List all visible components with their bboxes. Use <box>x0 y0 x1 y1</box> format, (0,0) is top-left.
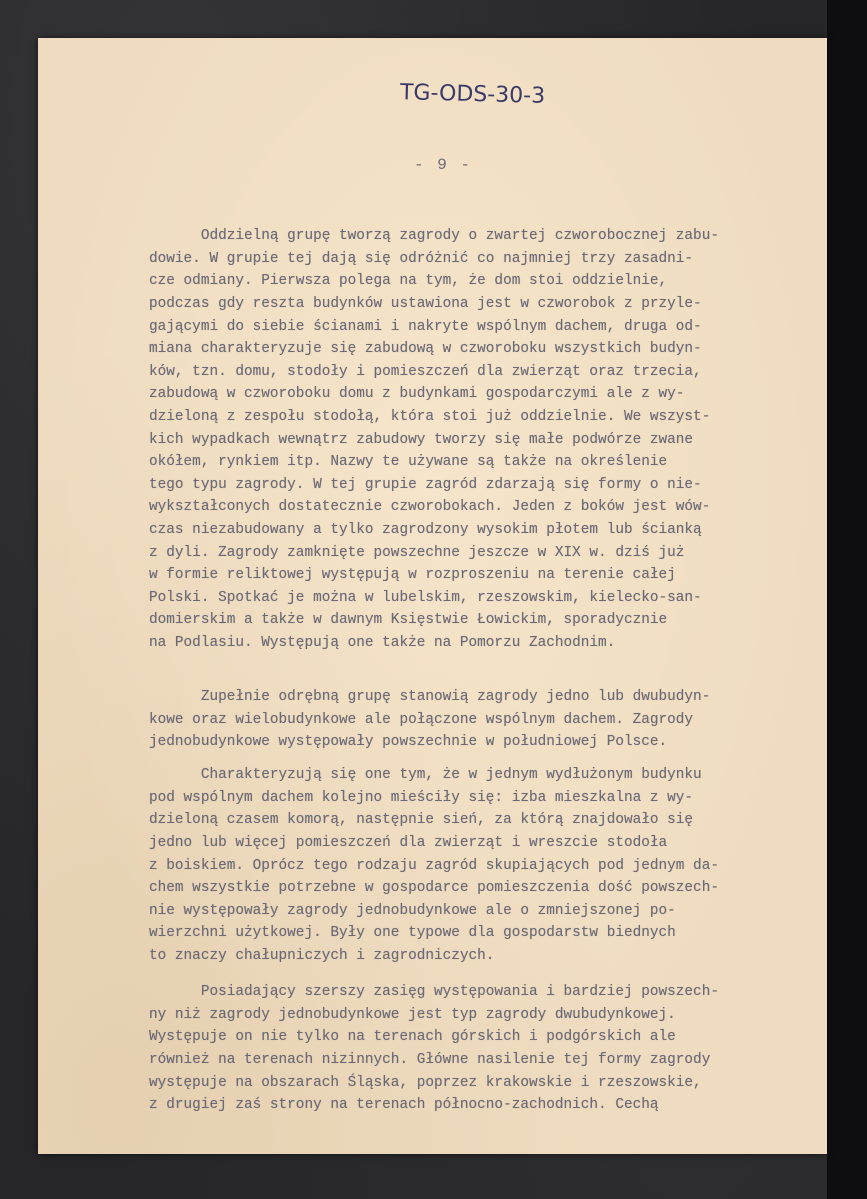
text-line: dowie. W grupie tej dają się odróżnić co najmniej trzy zasadni- <box>149 250 694 267</box>
text-line: pod wspólnym dachem kolejno mieściły się: izba mieszkalna z wy- <box>149 789 694 806</box>
text-line: wierzchni użytkowej. Były one typowe dla gospodarstw biednych <box>149 925 676 942</box>
text-line: domierskim a także w dawnym Księstwie Łowickim, sporadycznie <box>149 612 668 629</box>
text-line: Oddzielną grupę tworzą zagrody o zwartej czworobocznej zabu- <box>149 228 719 245</box>
text-line: Charakteryzują się one tym, że w jednym wydłużonym budynku <box>149 767 702 784</box>
text-line: wykształconych dostatecznie czworobokach. Jeden z boków jest wów- <box>149 499 711 516</box>
paragraph-4 <box>149 936 789 1139</box>
text-line: Polski. Spotkać je można w lubelskim, rzeszowskim, kielecko-san- <box>149 589 702 606</box>
text-line: okółem, rynkiem itp. Nazwy te używane są także na określenie <box>149 454 668 471</box>
text-line: zabudową w czworoboku domu z budynkami gospodarczymi ale z wy- <box>149 386 685 403</box>
text-line: kich wypadkach wewnątrz zabudowy tworzy się małe podwórze zwane <box>149 431 694 448</box>
text-line: dzieloną z zespołu stodołą, która stoi już oddzielnie. We wszyst- <box>149 408 711 425</box>
text-line: występuje na obszarach Śląska, poprzez krakowskie i rzeszowskie, <box>149 1074 702 1091</box>
text-line: to znaczy chałupniczych i zagrodniczych. <box>149 947 495 964</box>
text-line: jednobudynkowe występowały powszechnie w południowej Polsce. <box>149 734 668 751</box>
paragraph-1 <box>149 180 789 677</box>
text-line: Zupełnie odrębną grupę stanowią zagrody jedno lub dwubudyn- <box>149 689 711 706</box>
text-line: cze odmiany. Pierwsza polega na tym, że dom stoi oddzielnie, <box>149 273 668 290</box>
text-line: dzieloną czasem komorą, następnie sień, za którą znajdowało się <box>149 812 694 829</box>
text-line: jedno lub więcej pomieszczeń dla zwierząt i wreszcie stodoła <box>149 834 668 851</box>
text-line: tego typu zagrody. W tej grupie zagród zdarzają się formy o nie- <box>149 476 702 493</box>
text-line: na Podlasiu. Występują one także na Pomorzu Zachodnim. <box>149 634 616 651</box>
text-line: Występuje on nie tylko na terenach górskich i podgórskich ale <box>149 1029 676 1046</box>
text-line: z drugiej zaś strony na terenach północno-zachodnich. Cechą <box>149 1097 659 1114</box>
page-number: - 9 - <box>414 156 473 174</box>
text-line: w formie reliktowej występują w rozproszeniu na terenie całej <box>149 567 676 584</box>
text-line: ków, tzn. domu, stodoły i pomieszczeń dla zwierząt oraz trzecia, <box>149 363 702 380</box>
text-line: miana charakteryzuje się zabudową w czworoboku wszystkich budyn- <box>149 341 702 358</box>
text-line: nie występowały zagrody jednobudynkowe ale o zmniejszonej po- <box>149 902 676 919</box>
text-line: również na terenach nizinnych. Główne nasilenie tej formy zagrody <box>149 1051 711 1068</box>
text-line: chem wszystkie potrzebne w gospodarce pomieszczenia dość powszech- <box>149 880 719 897</box>
scanner-edge <box>827 0 867 1199</box>
text-line: Posiadający szerszy zasięg występowania i bardziej powszech- <box>149 984 719 1001</box>
text-line: z dyli. Zagrody zamknięte powszechne jeszcze w XIX w. dziś już <box>149 544 685 561</box>
text-line: z boiskiem. Oprócz tego rodzaju zagród skupiających pod jednym da- <box>149 857 719 874</box>
text-line: ny niż zagrody jednobudynkowe jest typ zagrody dwubudynkowej. <box>149 1006 676 1023</box>
text-line: gającymi do siebie ścianami i nakryte wspólnym dachem, druga od- <box>149 318 702 335</box>
archive-signature: TG-ODS-30-3 <box>399 80 546 109</box>
text-line: kowe oraz wielobudynkowe ale połączone wspólnym dachem. Zagrody <box>149 711 694 728</box>
text-line: podczas gdy reszta budynków ustawiona jest w czworobok z przyle- <box>149 295 702 312</box>
text-line: czas niezabudowany a tylko zagrodzony wysokim płotem lub ścianką <box>149 521 702 538</box>
